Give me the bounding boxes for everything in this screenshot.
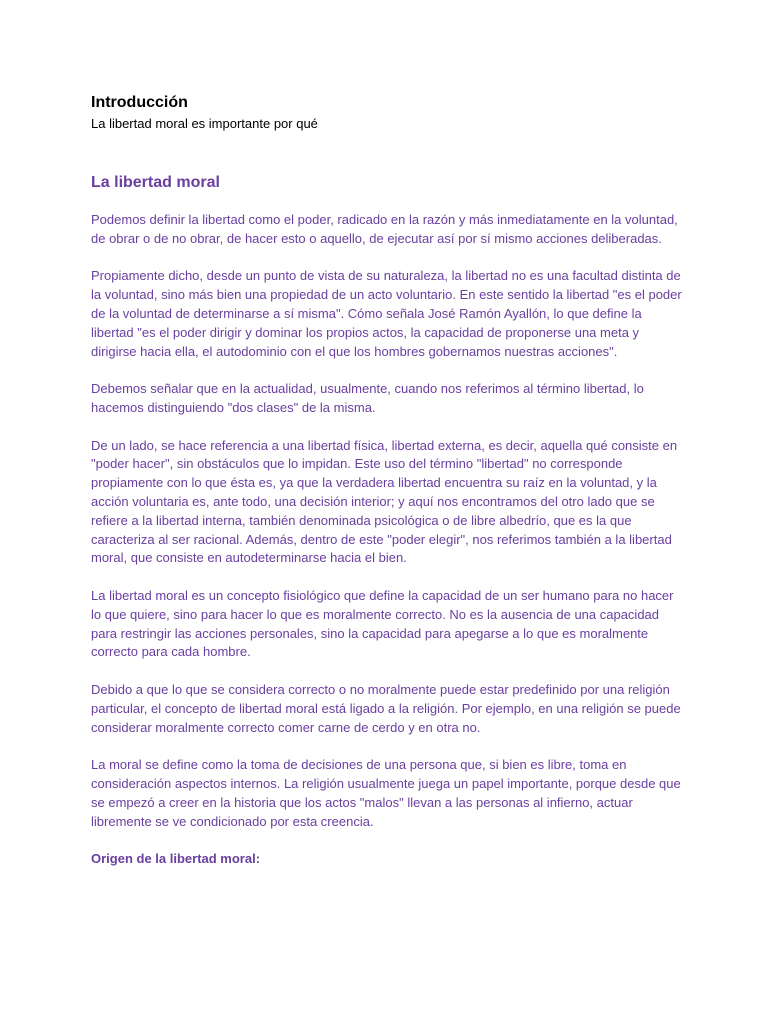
subsection-heading: Origen de la libertad moral: — [91, 851, 261, 867]
paragraph-6: Debido a que lo que se considera correcto o no moralmente puede estar predefinido por una religión particular, el concepto de libertad moral está ligado a la religión. Por ejemplo, en una religión se puede considerar moralmente correcto comer carne de cerdo y en otra no. — [91, 681, 681, 735]
paragraph-5: La libertad moral es un concepto fisiológico que define la capacidad de un ser humano para no hacer lo que quiere, sino para hacer lo que es moralmente correcto. No es la ausencia de una capacidad para restringir las acciones personales, sino la capacidad para apegarse a lo que es moralmente correcto para cada hombre. — [91, 587, 674, 660]
paragraph-2: Propiamente dicho, desde un punto de vista de su naturaleza, la libertad no es una facultad distinta de la voluntad, sino más bien una propiedad de un acto voluntario. En este sentido la libertad "es el poder de la voluntad de determinarse a sí misma". Cómo señala José Ramón Ayallón, lo que define la libertad "es el poder dirigir y dominar los propios actos, la capacidad de proponerse una meta y dirigirse hacia ella, el autodominio con el que los hombres gobernamos nuestras acciones". — [91, 268, 682, 359]
section-title: La libertad moral — [91, 174, 220, 191]
paragraph-3: Debemos señalar que en la actualidad, usualmente, cuando nos referimos al término libertad, lo hacemos distinguiendo "dos clases" de la misma. — [91, 381, 644, 415]
intro-heading: Introducción — [91, 94, 188, 111]
intro-subtitle: La libertad moral es importante por qué — [91, 116, 318, 131]
paragraph-1: Podemos definir la libertad como el poder, radicado en la razón y más inmediatamente en la voluntad, de obrar o de no obrar, de hacer esto o aquello, de ejecutar así por sí mismo acciones deliberadas. — [91, 212, 678, 246]
section-body — [91, 211, 684, 869]
paragraph-7: La moral se define como la toma de decisiones de una persona que, si bien es libre, toma en consideración aspectos internos. La religión usualmente juega un papel importante, porque desde que se empezó a creer en la historia que los actos "malos" llevan a las personas al infierno, actuar libremente se ve condicionado por esta creencia. — [91, 757, 681, 829]
paragraph-4: De un lado, se hace referencia a una libertad física, libertad externa, es decir, aquella qué consiste en "poder hacer", sin obstáculos que lo impidan. Este uso del término "libertad" no corresponde propiamente con lo que ésta es, ya que la verdadera libertad encuentra su raíz en la voluntad, y la acción voluntaria es, ante todo, una decisión interior; y aquí nos encontramos del otro lado que se refiere a la libertad interna, también denominada psicológica o de libre albedrío, que es la que caracteriza al ser racional. Además, dentro de este "poder elegir", nos referimos también a la libertad moral, que consiste en autodeterminarse hacia el bien. — [91, 437, 678, 566]
